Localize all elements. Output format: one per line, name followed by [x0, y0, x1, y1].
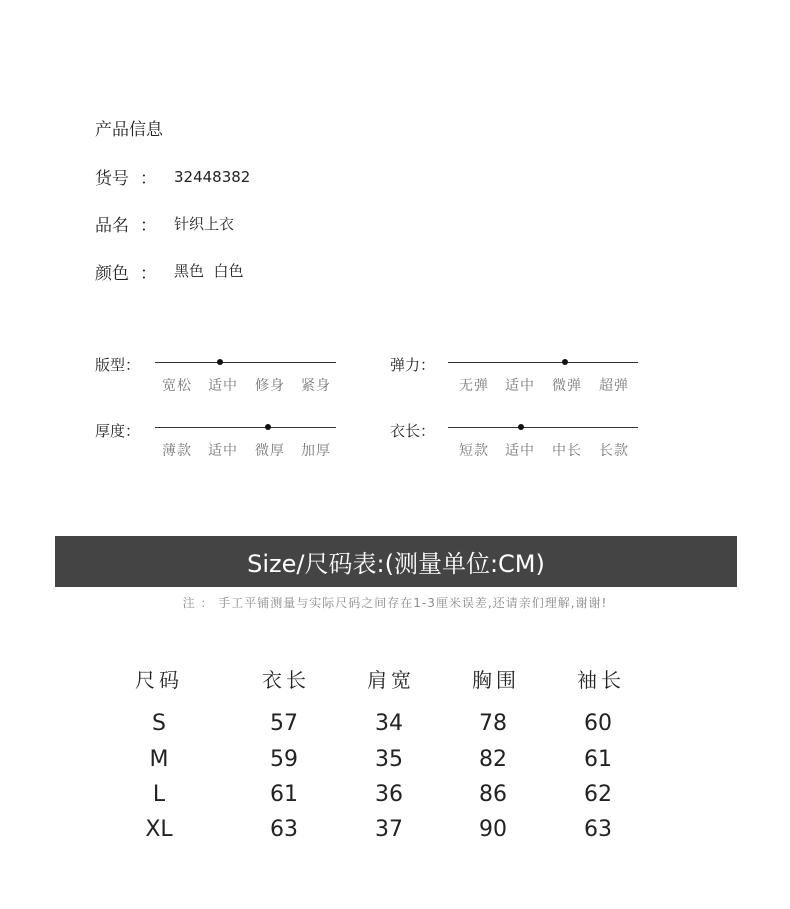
table-cell: 86	[479, 782, 507, 807]
table-cell: 63	[584, 817, 612, 842]
table-cell: 34	[375, 711, 403, 736]
item-number-value: 32448382	[174, 168, 251, 186]
thickness-label: 厚度：	[95, 422, 141, 440]
column-header-shoulder: 肩宽	[367, 668, 415, 692]
table-cell: 37	[375, 817, 403, 842]
elasticity-option: 超弹	[599, 378, 629, 394]
table-cell-size: XL	[145, 817, 173, 842]
fit-option: 宽松	[162, 378, 192, 394]
thickness-option: 适中	[208, 443, 238, 459]
length-option: 中长	[552, 443, 582, 459]
table-cell: 62	[584, 782, 612, 807]
elasticity-option: 微弹	[552, 378, 582, 394]
item-number-label: 货号	[95, 169, 129, 189]
table-cell-size: M	[149, 747, 169, 772]
table-cell: 61	[270, 782, 298, 807]
column-header-length: 衣长	[262, 668, 310, 692]
thickness-option: 加厚	[301, 443, 331, 459]
length-option: 适中	[505, 443, 535, 459]
length-option: 短款	[459, 443, 489, 459]
measurement-note: 注 ： 手工平铺测量与实际尺码之间存在1-3厘米误差,还请亲们理解,谢谢!	[182, 596, 608, 610]
elasticity-scale-marker	[562, 359, 568, 365]
color-label: 颜色	[95, 264, 129, 284]
fit-option: 紧身	[301, 378, 331, 394]
table-cell-size: L	[152, 782, 166, 807]
elasticity-option: 无弹	[459, 378, 489, 394]
table-cell: 57	[270, 711, 298, 736]
product-info-title: 产品信息	[95, 120, 163, 140]
thickness-scale-marker	[265, 424, 271, 430]
table-cell: 60	[584, 711, 612, 736]
column-header-sleeve: 袖长	[577, 668, 625, 692]
color-colon: ：	[140, 264, 157, 284]
elasticity-scale-line	[448, 362, 638, 363]
elasticity-option: 适中	[505, 378, 535, 394]
size-chart-title: Size/尺码表:(测量单位:CM)	[247, 550, 545, 578]
fit-option: 适中	[208, 378, 238, 394]
item-number-colon: ：	[140, 169, 157, 189]
fit-label: 版型：	[95, 356, 141, 374]
fit-scale-marker	[217, 359, 223, 365]
product-name-colon: ：	[140, 216, 157, 236]
length-scale-marker	[518, 424, 524, 430]
table-cell: 61	[584, 747, 612, 772]
table-cell: 78	[479, 711, 507, 736]
table-cell-size: S	[152, 711, 166, 736]
thickness-option: 薄款	[162, 443, 192, 459]
length-option: 长款	[599, 443, 629, 459]
length-scale-line	[448, 427, 638, 428]
thickness-option: 微厚	[255, 443, 285, 459]
table-cell: 63	[270, 817, 298, 842]
table-cell: 36	[375, 782, 403, 807]
thickness-scale-line	[155, 427, 336, 428]
table-cell: 35	[375, 747, 403, 772]
product-name-value: 针织上衣	[174, 215, 235, 233]
table-cell: 90	[479, 817, 507, 842]
color-value: 黑色 白色	[174, 262, 244, 280]
elasticity-label: 弹力：	[390, 356, 436, 374]
column-header-size: 尺码	[135, 668, 183, 692]
length-label: 衣长：	[390, 422, 436, 440]
fit-scale-line	[155, 362, 336, 363]
product-name-label: 品名	[95, 216, 129, 236]
column-header-chest: 胸围	[472, 668, 520, 692]
fit-option: 修身	[255, 378, 285, 394]
size-chart-header	[55, 536, 737, 587]
table-cell: 82	[479, 747, 507, 772]
table-cell: 59	[270, 747, 298, 772]
